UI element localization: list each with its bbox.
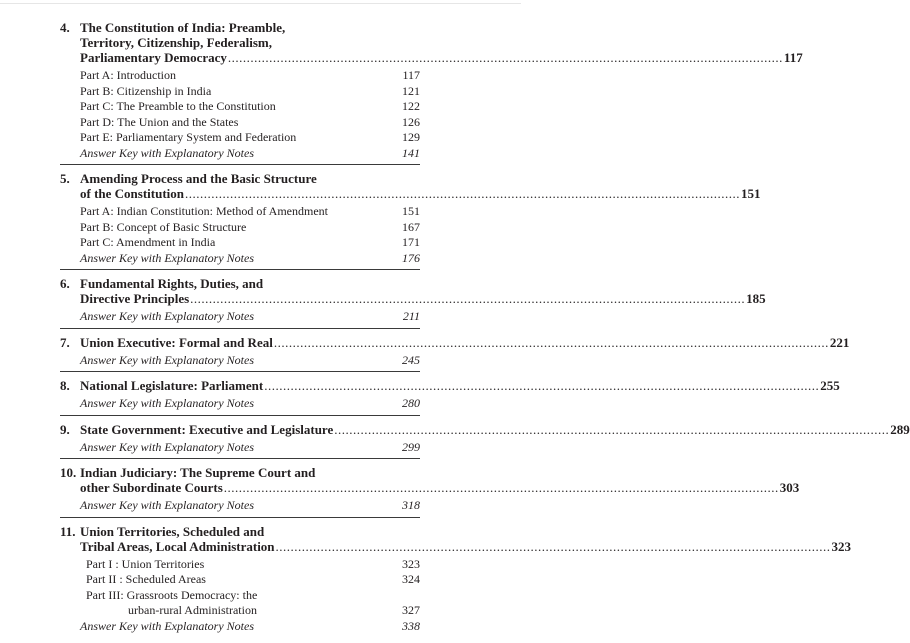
entry-label: Answer Key with Explanatory Notes: [80, 618, 254, 633]
chapter-number: 9.: [60, 421, 70, 437]
chapter-6-title[interactable]: [60, 276, 766, 306]
chapter-9-title[interactable]: [60, 421, 910, 437]
top-rule: [0, 3, 521, 4]
entry-label: Answer Key with Explanatory Notes: [80, 250, 254, 265]
entry-label: Part III: Grassroots Democracy: the: [86, 587, 258, 602]
chapter-page-number: 117: [783, 50, 803, 65]
answer-key-entry[interactable]: [80, 309, 420, 325]
chapter-title-line: other Subordinate Courts: [80, 480, 223, 495]
entry-label: Part C: The Preamble to the Constitution: [80, 99, 276, 113]
dot-leader: [334, 422, 889, 437]
chapter-8: [60, 378, 840, 416]
chapter-title-line: Indian Judiciary: The Supreme Court and: [80, 465, 316, 480]
entry-label: Part C: Amendment in India: [80, 235, 216, 249]
chapter-5: [60, 171, 761, 270]
dot-leader: [190, 291, 745, 306]
chapter-title-line: Union Territories, Scheduled and: [80, 523, 265, 539]
toc-entry[interactable]: [80, 99, 420, 115]
chapter-page-number: 323: [831, 538, 852, 554]
entry-page: 323: [402, 556, 420, 571]
entry-page: 117: [402, 68, 420, 82]
entry-page: 327: [402, 603, 420, 617]
chapter-title-line: Territory, Citizenship, Federalism,: [80, 35, 272, 50]
chapter-title-line: of the Constitution: [80, 186, 185, 201]
toc-entry[interactable]: [80, 588, 420, 604]
entry-page: 129: [402, 130, 420, 144]
entry-page: 245: [402, 352, 420, 367]
entry-label: Part A: Introduction: [80, 68, 176, 82]
entry-label: Part II : Scheduled Areas: [86, 572, 206, 586]
entry-page: 151: [402, 204, 420, 218]
chapter-page-number: 151: [741, 186, 761, 201]
answer-key-entry[interactable]: [80, 440, 420, 456]
chapter-title-line: Tribal Areas, Local Administration: [80, 538, 275, 554]
entry-label: urban-rural Administration: [128, 603, 257, 617]
chapter-number: 10.: [60, 465, 77, 480]
chapter-page-number: 289: [890, 421, 910, 437]
entry-label: Answer Key with Explanatory Notes: [80, 498, 254, 512]
chapter-6: [60, 276, 766, 329]
toc-entry[interactable]: [80, 84, 420, 100]
chapter-title-line: Parliamentary Democracy: [80, 50, 227, 65]
chapter-page-number: 221: [829, 334, 850, 350]
entry-page: 176: [402, 250, 420, 265]
toc-entry[interactable]: [80, 68, 420, 84]
chapter-title-line: National Legislature: Parliament: [80, 378, 264, 393]
entry-label: Answer Key with Explanatory Notes: [80, 309, 254, 323]
dot-leader: [224, 480, 779, 495]
chapter-number: 5.: [60, 171, 70, 186]
entry-page: 122: [402, 99, 420, 113]
dot-leader: [276, 539, 831, 554]
entry-label: Part D: The Union and the States: [80, 114, 239, 129]
chapter-4-title[interactable]: [60, 20, 803, 65]
chapter-number: 6.: [60, 276, 70, 291]
toc-entry[interactable]: [80, 130, 420, 146]
chapter-7: [60, 334, 850, 373]
entry-label: Answer Key with Explanatory Notes: [80, 396, 254, 410]
entry-page: 141: [402, 145, 420, 160]
chapter-title-line: The Constitution of India: Preamble,: [80, 20, 286, 35]
entry-label: Part A: Indian Constitution: Method of Amendment: [80, 204, 328, 218]
chapter-title-line: Amending Process and the Basic Structure: [80, 171, 317, 186]
entry-label: Part B: Concept of Basic Structure: [80, 219, 247, 234]
dot-leader: [274, 335, 829, 350]
chapter-page-number: 185: [746, 291, 766, 306]
dot-leader: [264, 378, 819, 393]
entry-page: 280: [402, 396, 420, 410]
entry-page: 299: [402, 439, 420, 454]
entry-label: Part I : Union Territories: [86, 556, 205, 571]
chapter-title-line: Fundamental Rights, Duties, and: [80, 276, 264, 291]
chapter-number: 8.: [60, 378, 70, 393]
entry-label: Answer Key with Explanatory Notes: [80, 439, 254, 454]
answer-key-entry[interactable]: [80, 619, 420, 635]
answer-key-entry[interactable]: [80, 251, 420, 267]
dot-leader: [228, 50, 783, 65]
chapter-10-title[interactable]: [60, 465, 800, 495]
chapter-5-title[interactable]: [60, 171, 761, 201]
chapter-10: [60, 465, 800, 518]
chapter-title-line: Directive Principles: [80, 291, 190, 306]
entry-page: 338: [402, 618, 420, 633]
chapter-7-title[interactable]: [60, 334, 850, 350]
entry-label: Answer Key with Explanatory Notes: [80, 145, 254, 160]
answer-key-entry[interactable]: [80, 498, 420, 514]
answer-key-entry[interactable]: [80, 146, 420, 162]
entry-page: 324: [402, 572, 420, 586]
entry-label: Part B: Citizenship in India: [80, 83, 212, 98]
toc-entry[interactable]: [80, 235, 420, 251]
entry-page: 318: [402, 498, 420, 512]
chapter-11-title[interactable]: [60, 523, 852, 554]
chapter-number: 11.: [60, 523, 76, 539]
toc-entry[interactable]: [80, 220, 420, 236]
chapter-page-number: 255: [820, 378, 840, 393]
entry-page: 167: [402, 219, 420, 234]
chapter-number: 7.: [60, 334, 70, 350]
toc-entry[interactable]: [80, 572, 420, 588]
chapter-title-line: Union Executive: Formal and Real: [80, 334, 273, 350]
toc-entry[interactable]: [80, 115, 420, 131]
entry-page: 126: [402, 114, 420, 129]
chapter-11: [60, 523, 852, 638]
entry-label: Part E: Parliamentary System and Federation: [80, 130, 297, 144]
chapter-9: [60, 421, 910, 460]
table-of-contents: [60, 20, 910, 643]
chapter-number: 4.: [60, 20, 70, 35]
answer-key-entry[interactable]: [80, 353, 420, 369]
answer-key-entry[interactable]: [80, 396, 420, 412]
chapter-title-line: State Government: Executive and Legislature: [80, 421, 334, 437]
chapter-4: [60, 20, 803, 165]
entry-page: 171: [402, 235, 420, 249]
toc-entry[interactable]: [80, 603, 420, 619]
chapter-page-number: 303: [779, 480, 800, 495]
entry-page: 211: [402, 309, 420, 323]
toc-entry[interactable]: [80, 204, 420, 220]
dot-leader: [185, 186, 740, 201]
chapter-8-title[interactable]: [60, 378, 840, 393]
toc-entry[interactable]: [80, 557, 420, 573]
entry-label: Answer Key with Explanatory Notes: [80, 352, 254, 367]
entry-page: 121: [402, 83, 420, 98]
